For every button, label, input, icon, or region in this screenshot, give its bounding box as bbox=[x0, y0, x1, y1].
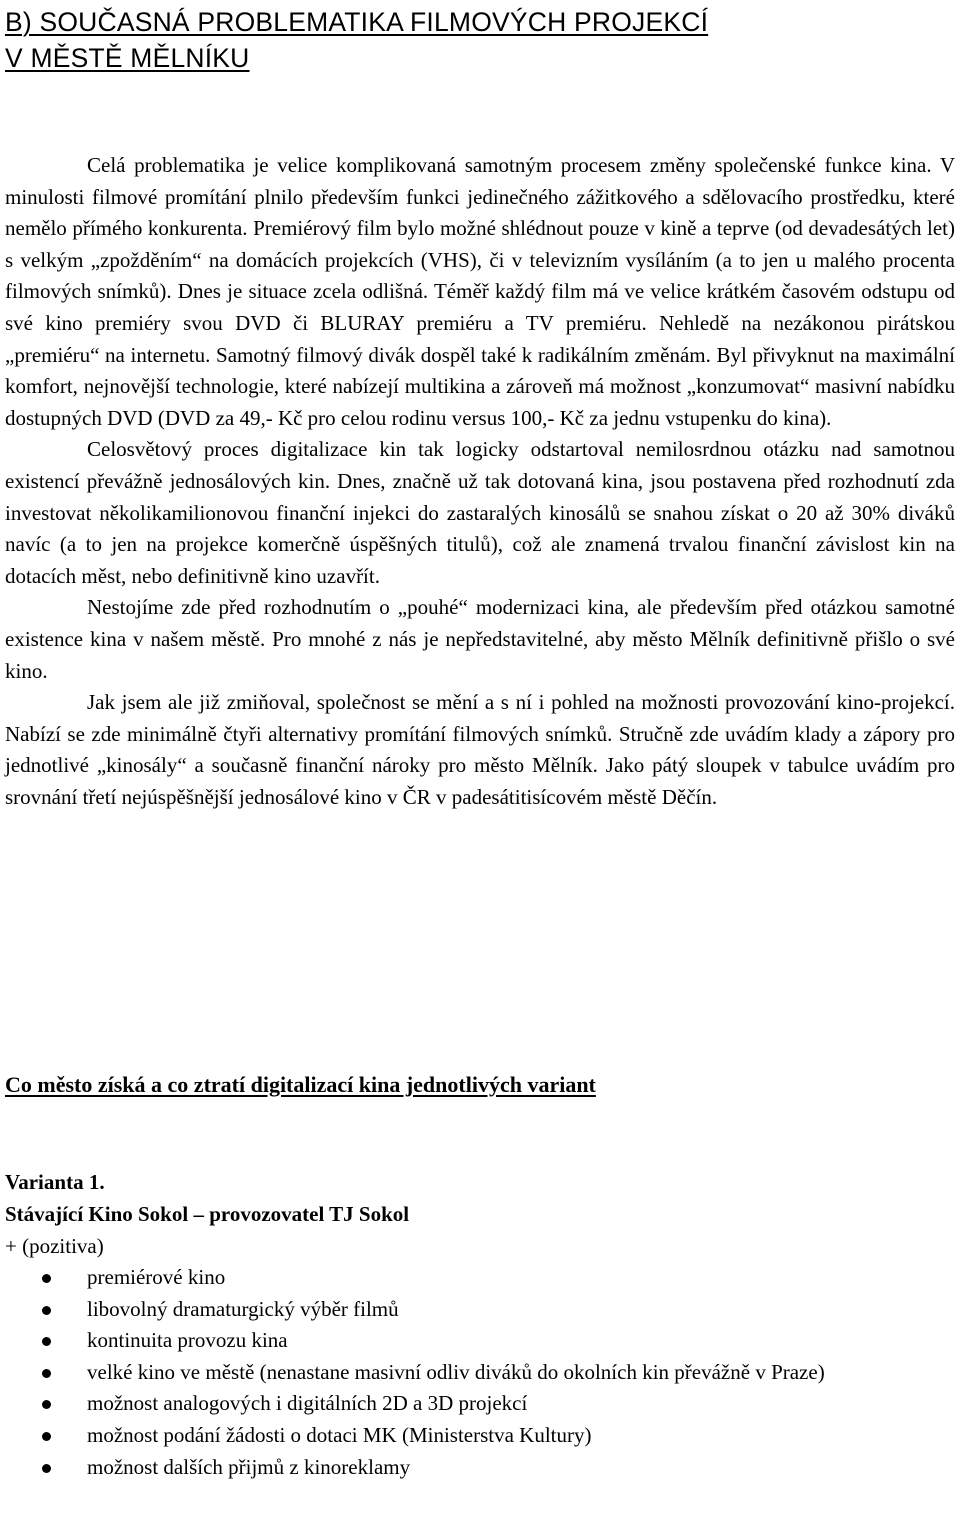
list-item bbox=[5, 1294, 955, 1326]
list-item-text: premiérové kino bbox=[87, 1265, 226, 1289]
positives-label: + (pozitiva) bbox=[5, 1234, 104, 1258]
bullet-icon bbox=[42, 1400, 51, 1409]
bullet-icon bbox=[42, 1369, 51, 1378]
paragraph-intro: Celá problematika je velice komplikovaná samotným procesem změny společenské funkce kina. V minulosti filmové promítání plnilo především funkci jedinečného zážitkového a sdělovacího prostředku, které nemělo přímého konkurenta. Premiérový film bylo možné shlédnout pouze v kině a teprve (od devadesátých let) s velkým „zpožděním“ na domácích projekcích (VHS), či v televizním vysíláním (a to jen u malého procenta filmových snímků). Dnes je situace zcela odlišná. Téměř každý film má ve velice krátkém časovém odstupu od své kino premiéry svou DVD či BLURAY premiéru a TV premiéru. Nehledě na nezákonou pirátskou „premiéru“ na internetu. Samotný filmový divák dospěl také k radikálním změnám. Byl přivyknut na maximální komfort, nejnovější technologie, které nabízejí multikina a zároveň má možnost „konzumovat“ masivní nabídku dostupných DVD (DVD za 49,- Kč pro celou rodinu versus 100,- Kč za jednu vstupenku do kina). bbox=[5, 153, 955, 430]
paragraph-alternatives: Jak jsem ale již zmiňoval, společnost se mění a s ní i pohled na možnosti provozování kino-projekcí. Nabízí se zde minimálně čtyři alternativy promítání filmových snímků. Stručně zde uvádím klady a zápory pro jednotlivé „kinosály“ a současně finanční nároky pro město Mělník. Jako pátý sloupek v tabulce uvádím pro srovnání třetí nejúspěšnější jednosálové kino v ČR v padesátitisícovém městě Děčín. bbox=[5, 690, 955, 809]
bullet-icon bbox=[42, 1464, 51, 1473]
list-item-text: velké kino ve městě (nenastane masivní odliv diváků do okolních kin převážně v Praze) bbox=[87, 1359, 825, 1384]
section-title-line-2: V MĚSTĚ MĚLNÍKU bbox=[5, 43, 250, 73]
list-item bbox=[5, 1452, 955, 1484]
list-item bbox=[5, 1357, 955, 1389]
list-item bbox=[5, 1388, 955, 1420]
section-title-line-1: B) SOUČASNÁ PROBLEMATIKA FILMOVÝCH PROJEKCÍ bbox=[5, 7, 709, 37]
variant-label: Varianta 1. bbox=[5, 1170, 105, 1194]
list-item-text: možnost analogových i digitálních 2D a 3D projekcí bbox=[87, 1391, 528, 1416]
variants-heading: Co město získá a co ztratí digitalizací kina jednotlivých variant bbox=[5, 1072, 596, 1097]
paragraph-existence: Nestojíme zde před rozhodnutím o „pouhé“ modernizaci kina, ale především před otázkou samotné existence kina v našem městě. Pro mnohé z nás je nepředstavitelné, aby město Mělník definitivně přišlo o své kino. bbox=[5, 595, 955, 683]
list-item-text: libovolný dramaturgický výběr filmů bbox=[87, 1296, 399, 1321]
bullet-icon bbox=[42, 1432, 51, 1441]
body-text bbox=[5, 150, 955, 813]
variant-name: Stávající Kino Sokol – provozovatel TJ Sokol bbox=[5, 1202, 410, 1226]
positives-list bbox=[5, 1262, 955, 1483]
bullet-icon bbox=[42, 1274, 51, 1283]
list-item bbox=[5, 1420, 955, 1452]
variant-section bbox=[5, 1166, 955, 1483]
list-item bbox=[5, 1262, 955, 1294]
list-item bbox=[5, 1325, 955, 1357]
paragraph-digitalization: Celosvětový proces digitalizace kin tak logicky odstartoval nemilosrdnou otázku nad samotnou existencí převážně jednosálových kin. Dnes, značně už tak dotovaná kina, jsou postavena před rozhodnutí zda investovat několikamilionovou finanční injekci do zastaralých kinosálů se snahou získat o 20 až 30% diváků navíc (a to jen na projekce komerčně úspěšných titulů), což ale znamená trvalou finanční závislost kin na dotacích měst, nebo definitivně kino uzavřít. bbox=[5, 437, 955, 588]
list-item-text: možnost dalších přijmů z kinoreklamy bbox=[87, 1454, 411, 1479]
section-title bbox=[5, 4, 708, 76]
bullet-icon bbox=[42, 1337, 51, 1346]
bullet-icon bbox=[42, 1306, 51, 1315]
list-item-text: možnost podání žádosti o dotaci MK (Ministerstva Kultury) bbox=[87, 1422, 592, 1447]
list-item-text: kontinuita provozu kina bbox=[87, 1328, 288, 1353]
